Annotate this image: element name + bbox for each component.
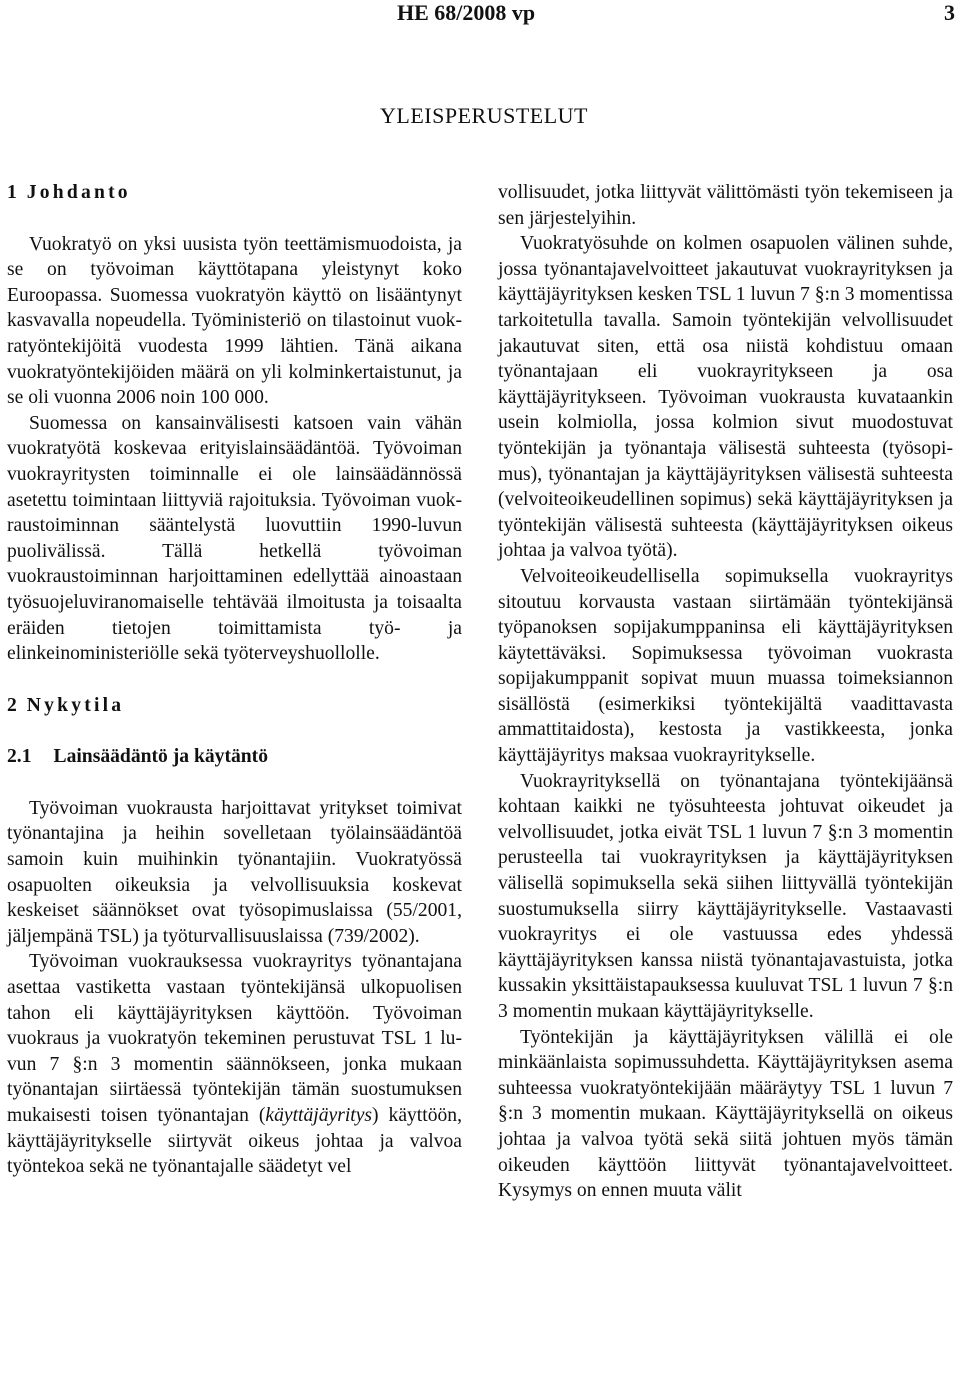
section-title: Johdanto — [26, 182, 131, 203]
right-column — [498, 180, 953, 1204]
section-title: Nykytila — [26, 694, 125, 716]
paragraph: Työntekijän ja käyttäjäyrityksen välillä ei ole minkäänlaista sopimussuhdetta. Käyttäjäyrityksen asema suhteessa vuokratyöntekijään määräytyy TSL 1 luvun 7 §:n 3 momentin mukaan. Käyttäjäyrityksellä on oikeus johtaa ja valvoa työtä sekä siitä johtuen myös tämän oikeuden käyttöön liittyvät työnantajavelvoitteet. Kysymys on ennen muuta välit — [498, 1026, 953, 1202]
left-column — [7, 180, 462, 1180]
section-1-heading — [7, 180, 462, 206]
section-2-heading — [7, 693, 462, 719]
paragraph: Vuokratyö on yksi uusista työn teettämismuodoista, ja se on työvoiman käyttötapana yleistynyt koko Euroopassa. Suomessa vuokratyön käyttö on lisääntynyt kasvavalla nopeudella. Työministeriö on tilastoinut vuokratyöntekijöitä vuodesta 1999 lähtien. Tänä aikana vuokratyöntekijöiden määrä on yli kolminkertaistunut, ja se oli vuonna 2006 noin 100 000. — [7, 233, 462, 409]
paragraph: Velvoiteoikeudellisella sopimuksella vuokrayritys sitoutuu korvausta vastaan siirtämään työntekijänsä työpanoksen sopijakumppaninsa eli käyttäjäyrityksen käytettäväksi. Sopimuksessa työvoiman vuokrasta sopijakumppanit sopivat muun muassa toimeksiannon sisällöstä (esimerkiksi työntekijältä vaadittavasta ammattitaidosta), kestosta ja vastikkeesta, jonka käyttäjäyritys maksaa vuokrayritykselle. — [498, 565, 953, 767]
page-number: 3 — [944, 0, 955, 25]
section-number: 2 — [7, 694, 17, 716]
paragraph: Suomessa on kansainvälisesti katsoen vain vähän vuokratyötä koskevaa erityislainsäädäntöä. Työvoiman vuokrayritysten toiminnalle ei ole lainsäädännössä asetettu toimintaan liittyviä rajoituksia. Työvoiman vuokraustoiminnan sääntelystä luovuttiin 1990-luvun puolivälissä. Tällä hetkellä työvoiman vuokraustoiminnan harjoittaminen edellyttää ainoastaan työsuojeluviranomaiselle tehtävää ilmoitusta ja toisaalta eräiden tietojen toimittamista työ- ja elinkeinoministeriölle sekä työterveyshuollolle. — [7, 412, 462, 665]
paragraph — [7, 949, 462, 1179]
section-number: 1 — [7, 182, 17, 203]
section-title: Lainsäädäntö ja käytäntö — [53, 746, 268, 768]
section-number: 2.1 — [7, 746, 32, 768]
main-title: YLEISPERUSTELUT — [380, 103, 588, 128]
section-2-1-heading — [7, 744, 462, 770]
paragraph: Vuokrayrityksellä on työnantajana työntekijäänsä kohtaan kaikki ne työsuhteesta johtuvat oikeudet ja velvollisuudet, jotka eivät TSL 1 luvun 7 §:n 3 momentin perusteella tai vuokrayrityksen ja käyttäjäyrityksen välisellä sopimuksella sekä siihen liittyvällä työntekijän suostumuksella siirry käyttäjäyritykselle. Vastaavasti vuokrayritys ei ole vastuussa edes yhdessä käyttäjäyrityksen kanssa niistä työnantajavastuista, jotka kussakin yksittäistapauksessa kuuluvat TSL 1 luvun 7 §:n 3 momentin mukaan käyttäjäyritykselle. — [498, 770, 953, 1022]
paragraph-text: Työvoiman vuokrauksessa vuokrayritys työnantajana asettaa vastiketta vastaan työntekijänsä ulkopuolisen tahon eli käyttäjäyrityksen käyttöön. Työvoiman vuokraus ja vuokratyön tekeminen perustuvat TSL 1 luvun 7 §:n 3 momentin säännökseen, jonka mukaan työnantajan siirtäessä työntekijän tämän suostumuksen mukaisesti toisen työnantajan ( — [7, 951, 462, 1126]
emphasis: käyttäjäyritys — [265, 1105, 373, 1126]
paragraph-text: ) käyttöön, käyttäjäyritykselle siirtyvät oikeus johtaa ja valvoa työntekoa sekä ne työnantajalle säädetyt vel — [7, 1105, 462, 1178]
document-id: HE 68/2008 vp — [397, 0, 536, 25]
paragraph: Vuokratyösuhde on kolmen osapuolen välinen suhde, jossa työnantajavelvoitteet jakautuvat vuokrayrityksen ja käyttäjäyrityksen kesken TSL 1 luvun 7 §:n 3 momentissa tarkoitetulla tavalla. Samoin työntekijän velvollisuudet jakautuvat siten, että osa niistä kohdistuu omaan työnantajaan eli vuokrayritykseen ja osa käyttäjäyritykseen. Työvoiman vuokrausta kuvataankin usein kolmiolla, jossa kolmion sivut muodostuvat työntekijän ja työnantaja välisestä suhteesta (työsopimus), työnantajan ja käyttäjäyrityksen välisestä suhteesta (velvoiteoikeudellinen sopimus) sekä käyttäjäyrityksen ja työntekijän välisestä suhteesta (käyttäjäyrityksen oikeus johtaa ja valvoa työtä). — [498, 233, 953, 562]
paragraph: vollisuudet, jotka liittyvät välittömästi työn tekemiseen ja sen järjestelyihin. — [498, 182, 953, 229]
page-header — [0, 0, 960, 30]
paragraph: Työvoiman vuokrausta harjoittavat yritykset toimivat työnantajina ja heihin sovelletaan työlainsäädäntöä samoin kuin muihinkin työnantajiin. Vuokratyössä osapuolten oikeuksia ja velvollisuuksia koskevat keskeiset säännökset ovat työsopimuslaissa (55/2001, jäljempänä TSL) ja työturvallisuuslaissa (739/2002). — [7, 797, 462, 947]
